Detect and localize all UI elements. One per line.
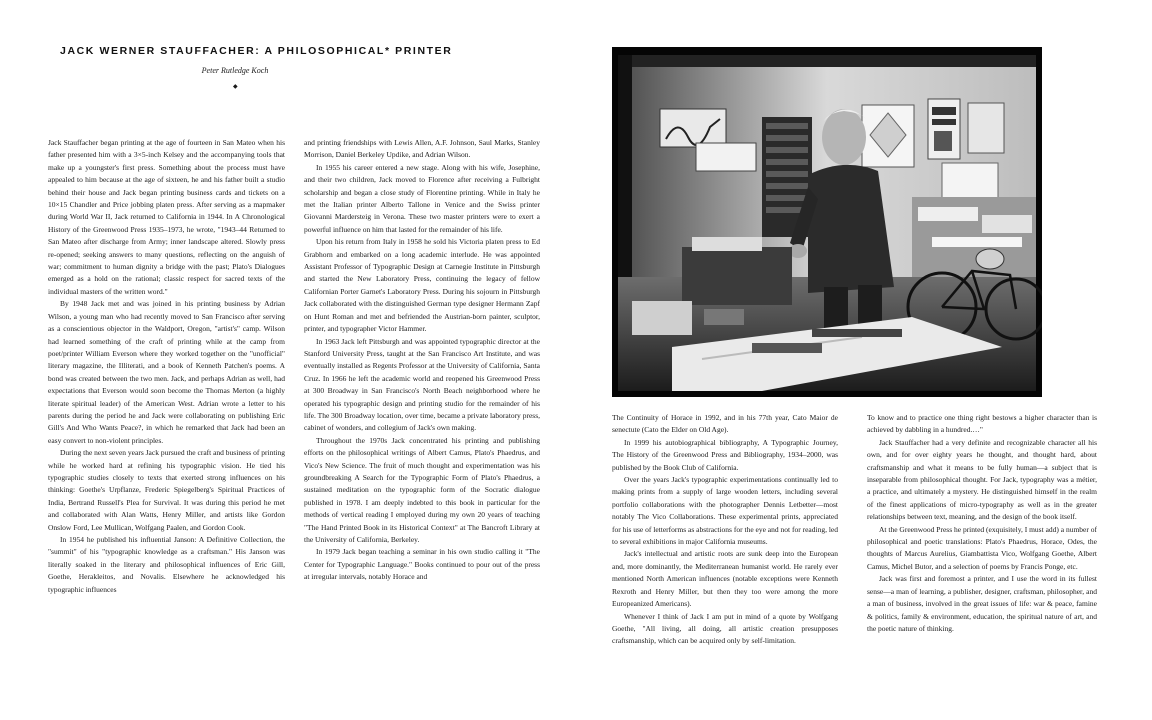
- paragraph: Throughout the 1970s Jack concentrated his printing and publishing efforts on the philosophical writings of Albert Camus, Plato's Phaedrus, and Vico's New Science. The fruit of much thought and experimentation was his groundbreaking A Search for the Typographic Form of Plato's Phaedrus, a sustained meditation on the typographic form of the Socratic dialogue published in 1978. I am deeply indebted to this book in particular for the methods of vertical reading I employed during my own 20 years of teaching "The Hand Printed Book in its Historical Context" at The Bancroft Library at the University of California, Berkeley.: [304, 435, 540, 544]
- article-author: Peter Rutledge Koch: [201, 66, 269, 75]
- text-column-4: [867, 412, 1097, 635]
- paragraph: By 1948 Jack met and was joined in his printing business by Adrian Wilson, a young man who had recently moved to San Francisco after serving as a conscientious objector in the Waldport, Oregon, "artist's" camp. Wilson had learned something of the craft of printing while at the camp from poet/printer William Everson where they worked together on the "unofficial" literary magazine, the Illiterati, and a book of Kenneth Patchen's poems. A bond was created between the two men. Jack, and perhaps Adrian as well, had expectations that Everson would soon become the Thomas Merton (a highly literate spiritual leader) of the American West. Adrian wrote a letter to his parents during the period he and Jack were collaborating on publishing Eric Gill's And Who Wants Peace?, in which he remarked that Jack had been an easy convert to non-violent principles.: [48, 299, 285, 445]
- text-column-2: [304, 137, 540, 584]
- paragraph: Over the years Jack's typographic experimentations continually led to making prints from a supply of large wooden letters, including several portfolio collaborations with the photographer Dennis Letbetter—most notably The Vico Collaborations. These experimental prints, appreciated for his use of letterforms as abstractions for the eye and not for reading, led to several exhibitions in major California museums.: [612, 475, 838, 547]
- paragraph: In 1979 Jack began teaching a seminar in his own studio calling it "The Center for Typographic Language." Books continued to pour out of the press at irregular intervals, notably Horace and: [304, 547, 540, 582]
- photo-illustration: [612, 47, 1042, 397]
- paragraph: Jack's intellectual and artistic roots are sunk deep into the European and, more dominantly, the Mediterranean humanist world. He rarely ever mentioned North American influences (notable exceptions were Kenneth Rexroth and Henry Miller, but then they too were among the more Europeanized Americans).: [612, 549, 838, 609]
- paragraph: In 1954 he published his influential Janson: A Definitive Collection, the "summit" of his "typographic knowledge as a craftsman." His Janson was literally soaked in the literary and philosophical influences of Eric Gill, Goethe, Herakleitos, and Novalis. Elsewhere he acknowledged his typographic influences: [48, 535, 285, 594]
- text-column-1: [48, 137, 285, 596]
- paragraph: During the next seven years Jack pursued the craft and business of printing while he worked hard at refining his typographic vision. He tied his typographic studies closely to texts that exerted strong influences on his thinking: Goethe's Urpflanze, Frederic Spiegelberg's Spiritual Practices of India, Bertrand Russell's Plea for Survival. It was during this period he met and collaborated with Alan Watts, Henry Miller, and artists like Gordon Onslow Ford, Lee Mullican, Wolfgang Paalen, and Gordon Cook.: [48, 448, 285, 532]
- paragraph: and printing friendships with Lewis Allen, A.F. Johnson, Saul Marks, Stanley Morrison, Daniel Berkeley Updike, and Adrian Wilson.: [304, 138, 540, 160]
- paragraph: Jack Stauffacher began printing at the age of fourteen in San Mateo when his father presented him with a 3×5-inch Kelsey and the accompanying tools that make up a youngster's first press. Something about the process must have appealed to him because at the age of sixteen, he and his father built a studio behind their house and Jack began printing business cards and tickets on a 10×15 Chandler and Price jobbing platen press. After serving as a mapmaker during World War II, Jack returned to California in 1944. In A Chronological History of the Greenwood Press 1935–1973, he wrote, "1943–44 Returned to San Mateo after discharge from Army; inner landscape altered. Slowly press re-opened; seeking answers to many questions, reflecting on the anguish of war; commitment to human dignity a bridge with the past; Plato's Dialogues emerged as a hold on the rational; classic respect for sacred texts of the individual masters of the written word.": [48, 138, 285, 296]
- paragraph: Whenever I think of Jack I am put in mind of a quote by Wolfgang Goethe, "All living, all doing, all artistic creation presupposes craftsmanship, which can be acquired only by self-limitation.: [612, 611, 838, 646]
- text-column-3: [612, 412, 838, 648]
- paragraph: In 1999 his autobiographical bibliography, A Typographic Journey, The History of the Greenwood Press and Bibliography, 1934–2000, was published by the Book Club of California.: [612, 437, 838, 472]
- paragraph: Jack Stauffacher had a very definite and recognizable character all his own, and for over eighty years he thought, and thought hard, about craftsmanship and what it means to be fully human—a subject that is inseparable from philosophical thought. For Jack, typography was a métier, a practice, and ultimately a mystery. He distinguished himself in the realm of the finest applications of micro-typography as well as in the greater relationships between text, meaning, and the design of the book itself.: [867, 437, 1097, 522]
- paragraph: Upon his return from Italy in 1958 he sold his Victoria platen press to Ed Grabhorn and embarked on a long academic interlude. He was appointed Assistant Professor of Typographic Design at Carnegie Institute in Pittsburgh and started the New Laboratory Press, continuing the legacy of fellow Californian Porter Garnet's Laboratory Press. During his sojourn in Pittsburgh Jack collaborated with the distinguished German type designer Hermann Zapf on Hunt Roman and met and befriended the Austrian-born painter, sculptor, printer, and typographer Victor Hammer.: [304, 237, 540, 334]
- paragraph: To know and to practice one thing right bestows a higher character than is achieved by dabbling in a hundred.…": [867, 413, 1097, 435]
- portrait-photo: [612, 47, 1042, 397]
- right-page: [576, 0, 1152, 720]
- paragraph: In 1955 his career entered a new stage. Along with his wife, Josephine, and their two children, Jack moved to Florence after receiving a Fulbright scholarship and began a close study of Florentine printing. While in Italy he met the Italian printer Alberto Tallone in Venice and the Swiss printer Giovanni Mardersteig in Verona. These two master printers were to exert a powerful influence on him that lasted for the remainder of his life.: [304, 162, 540, 234]
- paragraph: At the Greenwood Press he printed (exquisitely, I must add) a number of philosophical and poetic translations: Plato's Phaedrus, Horace, Odes, the thoughts of Marcus Aurelius, Giambattista Vico, Wolfgang Goethe, Albert Camus, Michel Butor, and a selection of poems by Francis Ponge, etc.: [867, 524, 1098, 571]
- article-title: JACK WERNER STAUFFACHER: A PHILOSOPHICAL* PRINTER: [60, 45, 453, 57]
- paragraph: In 1963 Jack left Pittsburgh and was appointed typographic director at the Stanford University Press, taught at the San Francisco Art Institute, and was eventually installed as Regents Professor at the University of California, Santa Cruz. In 1966 he left the academic world and reopened his Greenwood Press at 300 Broadway in San Francisco's North Beach neighborhood where he operated his typographic design and printing studio for the remainder of his life. The 300 Broadway location, over time, became a private laboratory press, cabinet of wonders, and collegium of Jack's own making.: [304, 336, 540, 433]
- ornament-diamond-icon: ◆: [233, 84, 238, 90]
- paragraph: Jack was first and foremost a printer, and I use the word in its fullest sense—a man of learning, a publisher, designer, craftsman, philosopher, and a man of business, involved in the great issues of life: war & peace, famine & politics, family & environment, education, the spiritual nature of art, and the poetic nature of thinking.: [867, 574, 1097, 633]
- paragraph: The Continuity of Horace in 1992, and in his 77th year, Cato Maior de senectute (Cato the Elder on Old Age).: [612, 413, 838, 435]
